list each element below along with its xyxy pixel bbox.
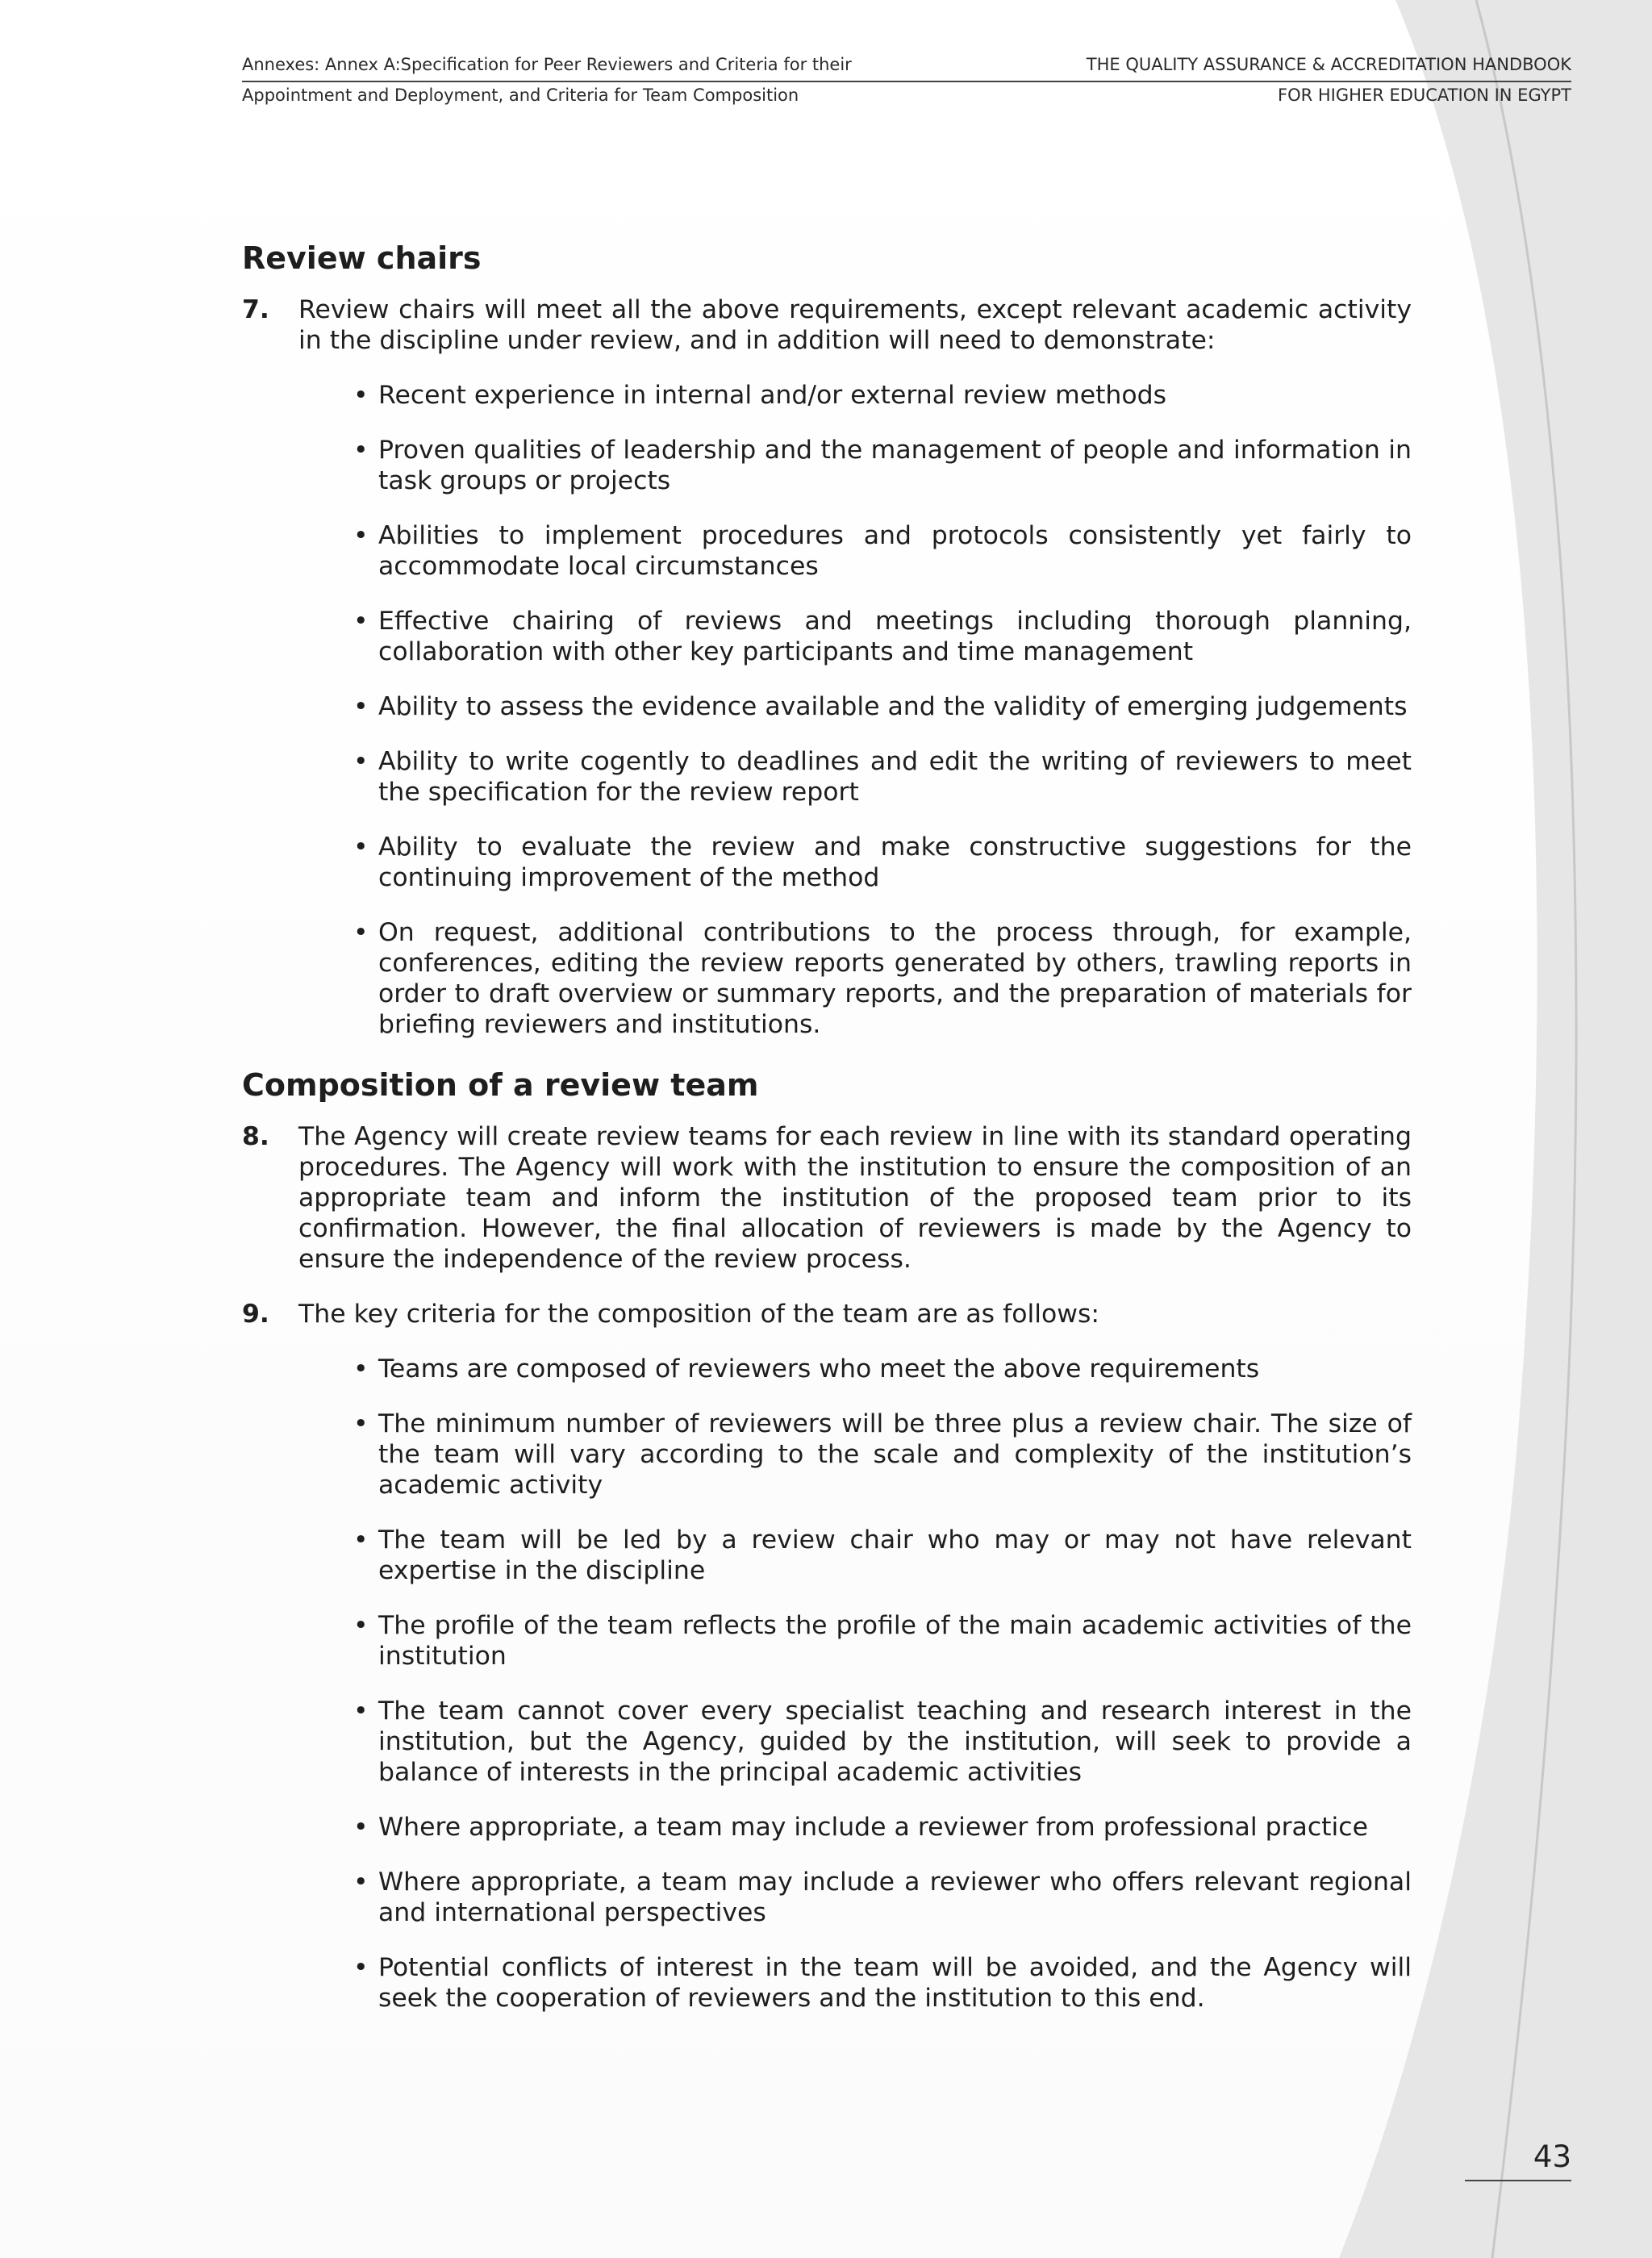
bullet-icon: • xyxy=(353,1526,369,1555)
list-item-text: Potential conflicts of interest in the team will be avoided, and the Agency will seek the cooperation of reviewers and the institution to this end. xyxy=(378,1953,1412,2013)
paragraph-text: The key criteria for the composition of the team are as follows: xyxy=(298,1300,1100,1329)
paragraph-text: The Agency will create review teams for each review in line with its standard operating procedures. The Agency will work with the institution to ensure the composition of an appropriate team and inform the institution of the proposed team prior to its confirmation. However, the final allocation of reviewers is made by the Agency to ensure the independence of the review process. xyxy=(298,1122,1412,1274)
bullet-icon: • xyxy=(353,607,369,636)
list-item-text: On request, additional contributions to the process through, for example, conferences, editing the review reports generated by others, trawling reports in order to draft overview or summary reports, and the preparation of materials for briefing reviewers and institutions. xyxy=(378,918,1412,1039)
list-item xyxy=(353,1812,1412,1843)
section-heading-review-chairs: Review chairs xyxy=(242,240,482,276)
header-left-line2: Appointment and Deployment, and Criteria for Team Composition xyxy=(242,86,799,105)
bullet-icon: • xyxy=(353,1354,369,1384)
list-item xyxy=(353,832,1412,893)
list-item-text: Abilities to implement procedures and protocols consistently yet fairly to accommodate local circumstances xyxy=(378,521,1412,581)
bullet-icon: • xyxy=(353,436,369,465)
bullet-icon: • xyxy=(353,1813,369,1842)
paragraph-number: 8. xyxy=(242,1122,269,1151)
bullet-icon: • xyxy=(353,381,369,410)
list-item xyxy=(353,435,1412,496)
list-item-text: The profile of the team reflects the profile of the main academic activities of the institution xyxy=(378,1611,1412,1671)
list-item-text: Teams are composed of reviewers who meet the above requirements xyxy=(378,1354,1260,1384)
paragraph-9 xyxy=(242,1299,1412,1329)
list-item-text: Where appropriate, a team may include a reviewer who offers relevant regional and international perspectives xyxy=(378,1868,1412,1927)
team-composition-criteria-list xyxy=(242,1354,1412,2014)
bullet-icon: • xyxy=(353,747,369,776)
list-item xyxy=(353,1610,1412,1672)
bullet-icon: • xyxy=(353,521,369,550)
list-item xyxy=(353,917,1412,1040)
list-item-text: Where appropriate, a team may include a reviewer from professional practice xyxy=(378,1813,1368,1842)
paragraph-7 xyxy=(242,294,1412,356)
header-right-line1: THE QUALITY ASSURANCE & ACCREDITATION HANDBOOK xyxy=(1086,55,1571,74)
list-item-text: Proven qualities of leadership and the management of people and information in task groups or projects xyxy=(378,436,1412,495)
paragraph-text: Review chairs will meet all the above requirements, except relevant academic activity in the discipline under review, and in addition will need to demonstrate: xyxy=(298,295,1412,355)
bullet-icon: • xyxy=(353,918,369,947)
list-item xyxy=(353,1867,1412,1928)
list-item xyxy=(353,1696,1412,1788)
list-item-text: Effective chairing of reviews and meetings including thorough planning, collaboration with other key participants and time management xyxy=(378,607,1412,666)
list-item-text: The team cannot cover every specialist teaching and research interest in the institution, but the Agency, guided by the institution, will seek to provide a balance of interests in the principal academic activities xyxy=(378,1697,1412,1787)
bullet-icon: • xyxy=(353,1697,369,1726)
page-number: 43 xyxy=(1533,2139,1571,2174)
bullet-icon: • xyxy=(353,833,369,862)
list-item-text: Ability to assess the evidence available and the validity of emerging judgements xyxy=(378,692,1408,721)
list-item-text: The team will be led by a review chair who may or may not have relevant expertise in the discipline xyxy=(378,1526,1412,1585)
header-right-line2: FOR HIGHER EDUCATION IN EGYPT xyxy=(1278,86,1571,105)
list-item-text: Recent experience in internal and/or external review methods xyxy=(378,381,1167,410)
bullet-icon: • xyxy=(353,1953,369,1982)
review-chair-requirements-list xyxy=(242,380,1412,1040)
list-item xyxy=(353,1409,1412,1500)
bullet-icon: • xyxy=(353,1611,369,1640)
header-divider xyxy=(242,81,1571,82)
list-item xyxy=(353,1952,1412,2014)
list-item-text: Ability to write cogently to deadlines and edit the writing of reviewers to meet the specification for the review report xyxy=(378,747,1412,807)
bullet-icon: • xyxy=(353,1409,369,1438)
bullet-icon: • xyxy=(353,1868,369,1897)
bullet-icon: • xyxy=(353,692,369,721)
list-item xyxy=(353,1354,1412,1384)
list-item xyxy=(353,606,1412,667)
paragraph-number: 7. xyxy=(242,295,269,324)
list-item-text: The minimum number of reviewers will be three plus a review chair. The size of the team will vary according to the scale and complexity of the institution’s academic activity xyxy=(378,1409,1412,1500)
list-item xyxy=(353,380,1412,411)
list-item xyxy=(353,1525,1412,1586)
page-number-underline xyxy=(1465,2180,1571,2181)
paragraph-number: 9. xyxy=(242,1300,269,1329)
list-item xyxy=(353,746,1412,808)
section-heading-composition: Composition of a review team xyxy=(242,1067,759,1103)
list-item xyxy=(353,520,1412,582)
paragraph-8 xyxy=(242,1121,1412,1275)
header-left-line1: Annexes: Annex A:Specification for Peer Reviewers and Criteria for their xyxy=(242,55,852,74)
list-item-text: Ability to evaluate the review and make constructive suggestions for the continuing improvement of the method xyxy=(378,833,1412,892)
page-content xyxy=(242,234,1412,2038)
list-item xyxy=(353,691,1412,722)
